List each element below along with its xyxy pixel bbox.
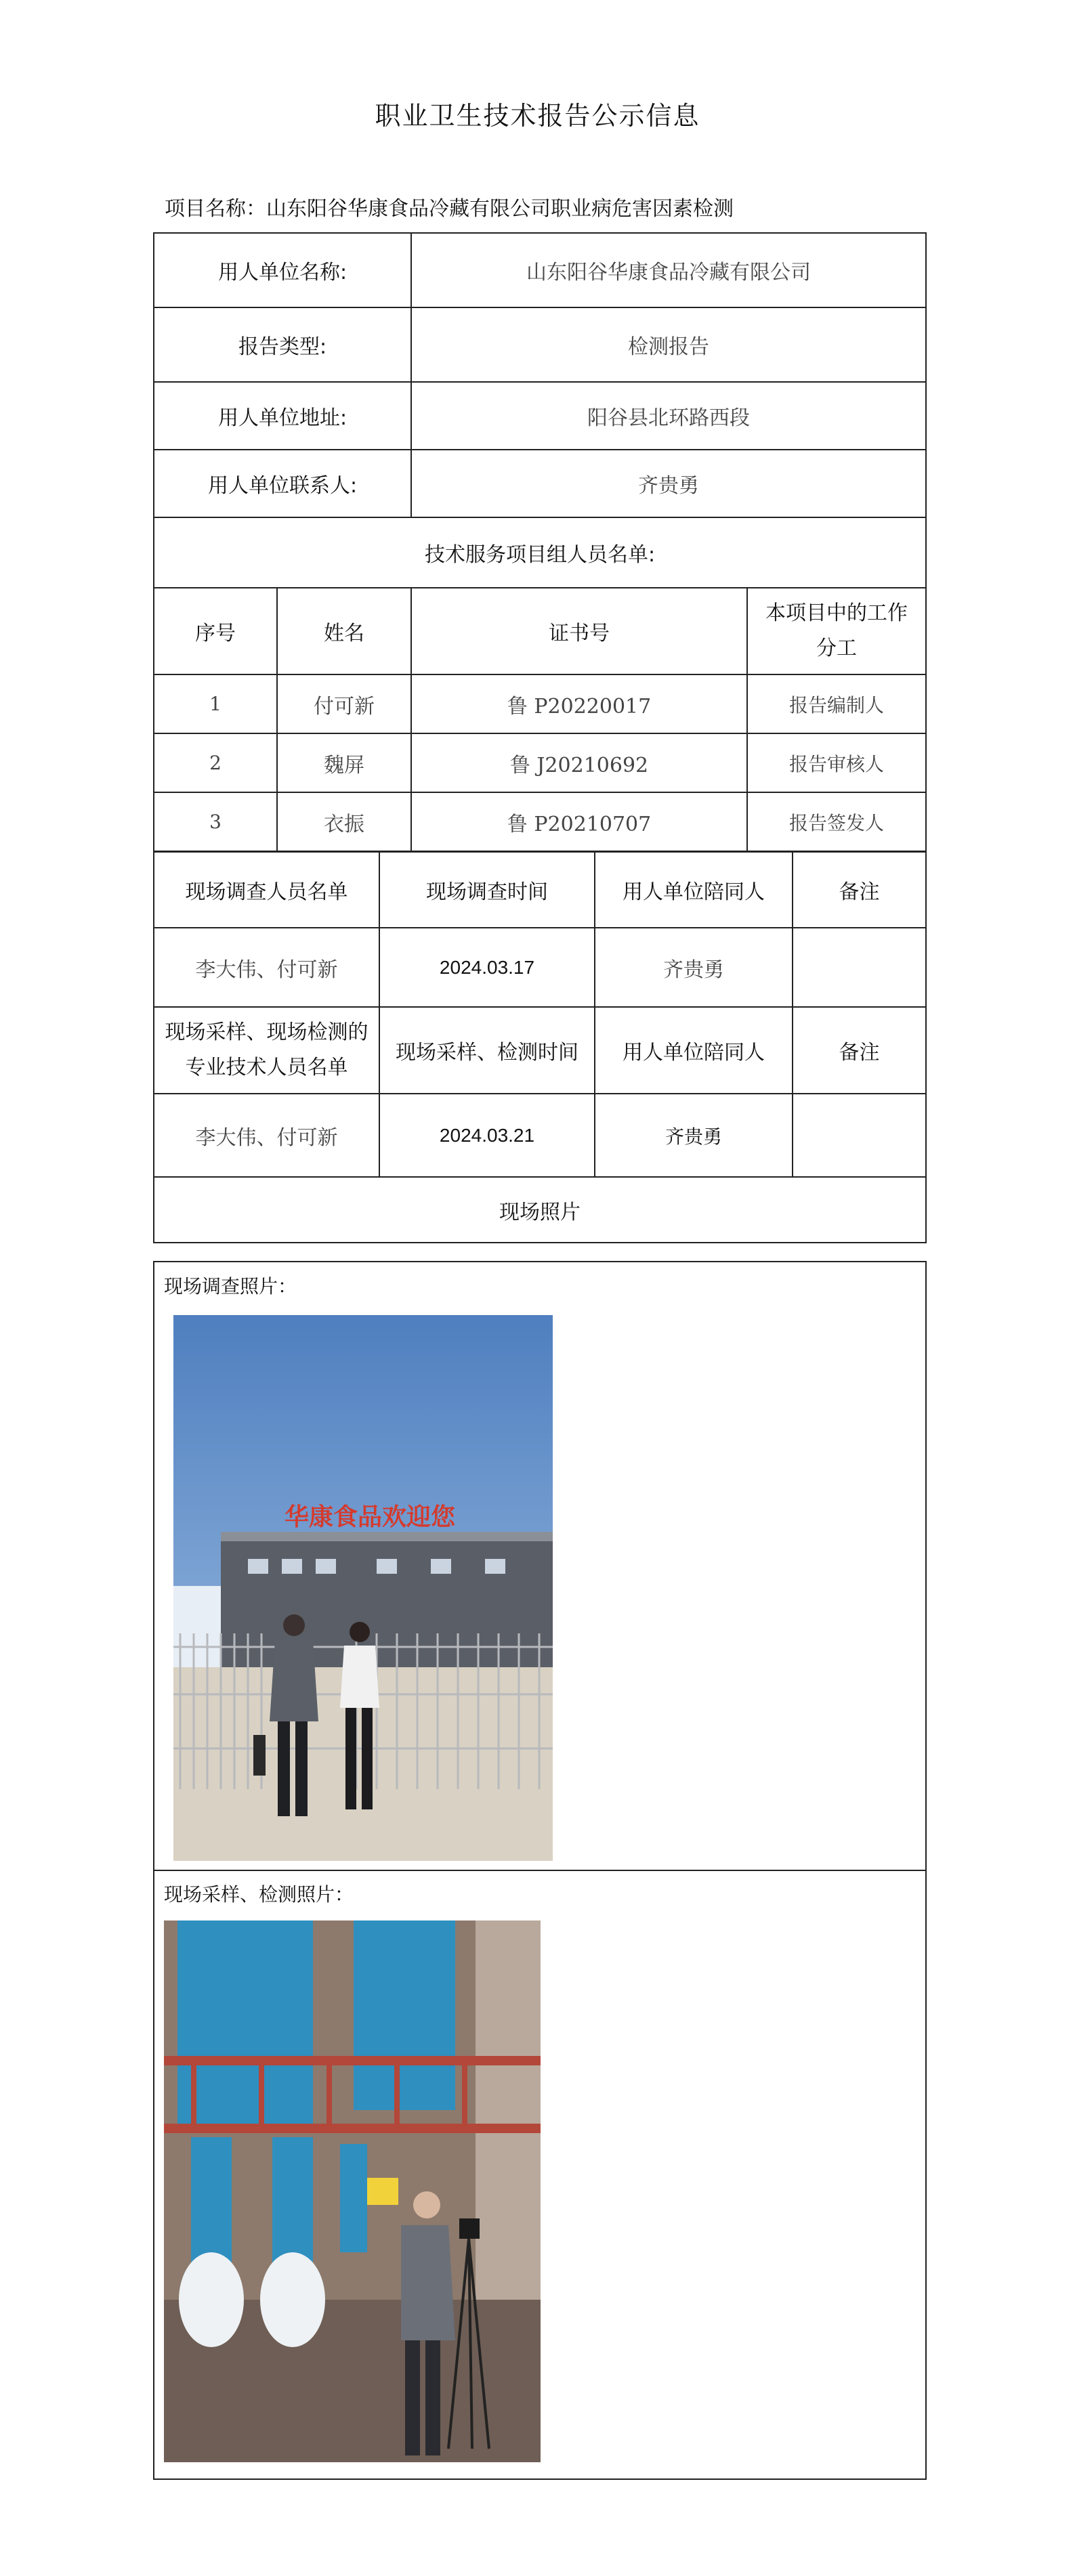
col-header-name: 姓名 bbox=[277, 588, 411, 674]
sampling-time-header: 现场采样、检测时间 bbox=[379, 1007, 595, 1094]
survey-note bbox=[793, 928, 926, 1007]
banner-text: 华康食品欢迎您 bbox=[284, 1503, 456, 1531]
survey-escort: 齐贵勇 bbox=[595, 928, 793, 1007]
unit-name-value: 山东阳谷华康食品冷藏有限公司 bbox=[411, 233, 926, 307]
team-header: 技术服务项目组人员名单: bbox=[154, 517, 926, 588]
report-type-label: 报告类型: bbox=[154, 307, 411, 382]
sampling-photo bbox=[164, 1920, 541, 2462]
survey-photo bbox=[173, 1315, 553, 1861]
survey-note-header: 备注 bbox=[793, 852, 926, 928]
col-header-role: 本项目中的工作分工 bbox=[747, 588, 926, 674]
project-name: 项目名称：山东阳谷华康食品冷藏有限公司职业病危害因素检测 bbox=[165, 197, 734, 221]
sampling-photo-label: 现场采样、检测照片： bbox=[164, 1883, 354, 1906]
team-no: 3 bbox=[154, 792, 277, 851]
survey-time-header: 现场调查时间 bbox=[379, 852, 595, 928]
team-cert: 鲁 P20210707 bbox=[411, 792, 747, 851]
survey-staff: 李大伟、付可新 bbox=[154, 928, 379, 1007]
sampling-escort: 齐贵勇 bbox=[595, 1094, 793, 1177]
team-role: 报告编制人 bbox=[747, 674, 926, 733]
info-table bbox=[153, 232, 927, 852]
address-value: 阳谷县北环路西段 bbox=[411, 382, 926, 450]
team-role: 报告签发人 bbox=[747, 792, 926, 851]
survey-photo-label: 现场调查照片： bbox=[164, 1275, 297, 1297]
contact-value: 齐贵勇 bbox=[411, 450, 926, 517]
contact-label: 用人单位联系人: bbox=[154, 450, 411, 517]
field-work-table bbox=[153, 851, 927, 1243]
unit-name-label: 用人单位名称: bbox=[154, 233, 411, 307]
survey-date: 2024.03.17 bbox=[379, 928, 595, 1007]
col-header-cert: 证书号 bbox=[411, 588, 747, 674]
team-name: 魏屏 bbox=[277, 733, 411, 792]
team-name: 衣振 bbox=[277, 792, 411, 851]
survey-escort-header: 用人单位陪同人 bbox=[595, 852, 793, 928]
page-title: 职业卫生技术报告公示信息 bbox=[375, 101, 700, 131]
sampling-escort-header: 用人单位陪同人 bbox=[595, 1007, 793, 1094]
team-role: 报告审核人 bbox=[747, 733, 926, 792]
photos-header: 现场照片 bbox=[154, 1177, 926, 1243]
address-label: 用人单位地址: bbox=[154, 382, 411, 450]
sampling-staff: 李大伟、付可新 bbox=[154, 1094, 379, 1177]
survey-staff-header: 现场调查人员名单 bbox=[154, 852, 379, 928]
team-name: 付可新 bbox=[277, 674, 411, 733]
table-row bbox=[154, 733, 926, 792]
photos-box bbox=[153, 1261, 927, 2480]
team-cert: 鲁 P20220017 bbox=[411, 674, 747, 733]
sampling-note-header: 备注 bbox=[793, 1007, 926, 1094]
sampling-date: 2024.03.21 bbox=[379, 1094, 595, 1177]
col-header-no: 序号 bbox=[154, 588, 277, 674]
team-no: 1 bbox=[154, 674, 277, 733]
sampling-staff-header: 现场采样、现场检测的专业技术人员名单 bbox=[154, 1007, 379, 1094]
team-cert: 鲁 J20210692 bbox=[411, 733, 747, 792]
table-row bbox=[154, 792, 926, 851]
photo-divider bbox=[154, 1870, 925, 1871]
table-row bbox=[154, 674, 926, 733]
team-no: 2 bbox=[154, 733, 277, 792]
sampling-note bbox=[793, 1094, 926, 1177]
report-type-value: 检测报告 bbox=[411, 307, 926, 382]
